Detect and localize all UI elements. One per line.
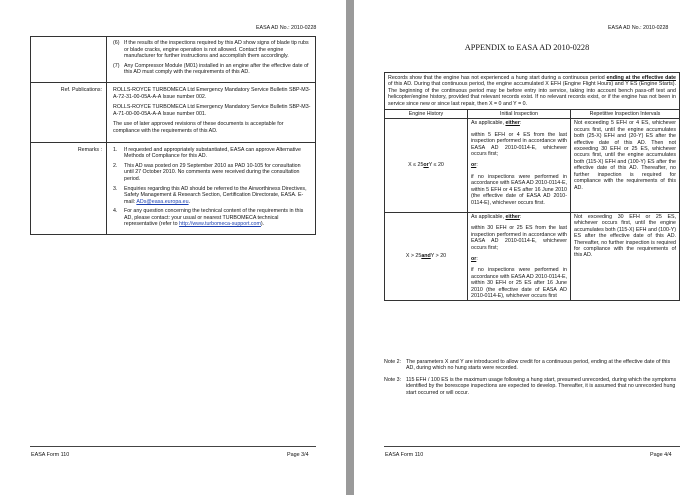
notes bbox=[384, 359, 680, 401]
paragraph: The use of later approved revisions of these documents is acceptable for compliance with the requirements of this AD. bbox=[113, 121, 284, 134]
table-row bbox=[31, 37, 315, 83]
repetitive-interval-cell: Not exceeding 5 EFH or 4 ES, whichever occurs first, until the engine accumulates both (25-X) EFH and (20-Y) ES after the effective date of this AD. Then not exceeding 30 EFH or 25 ES, whichever occurs first, until the engine accumulates both (115-X) EFH and (100-Y) ES after the effective date of this AD. Thereafter, no further inspection is required for compliance with the requirements of this AD. bbox=[574, 120, 676, 191]
appendix-title: APPENDIX to EASA AD 2010-0228 bbox=[464, 43, 590, 52]
table-header bbox=[385, 110, 679, 119]
list-item: 3. Enquiries regarding this AD should be referred to the Airworthiness Directives, Safety Management & Research Section, Certification Directorate, EASA. E-mail: ADs@easa.europa.eu. bbox=[113, 185, 307, 205]
paragraph: ROLLS-ROYCE TURBOMECA Ltd Emergency Mandatory Service Bulletin SBP-M3-A-71-00-00-05A-A-A Issue number 001. bbox=[113, 104, 311, 117]
page-4 bbox=[354, 0, 700, 495]
footer-divider bbox=[384, 446, 680, 447]
note-item: Note 3: 115 EFH / 100 ES is the maximum usage following a hung start, presumed unrecorded, during which the symptoms identified by the borescope inspections are expected to develop. Thereafter, it is assumed that no unrecorded hung start occurred or will occur. bbox=[384, 376, 677, 396]
footer-page-number: Page 3/4 bbox=[287, 452, 309, 458]
footer-form: EASA Form 110 bbox=[31, 452, 70, 458]
email-link[interactable]: ADs@easa.europa.eu bbox=[136, 198, 189, 205]
col-initial-inspection: Initial Inspection bbox=[468, 110, 571, 118]
page-3 bbox=[0, 0, 346, 495]
initial-inspection-cell: As applicable, either: within 5 EFH or 4 ES from the last inspection performed in accordance with EASA AD 2010-0114-E, whichever occurs first; or: if no inspections were performed in accordance with EASA AD 2010-0114-E, within 5 EFH or 4 ES after 16 June 2010 (the effective date of EASA AD 2010-0114-E), whichever occurs first. bbox=[468, 119, 571, 211]
initial-inspection-cell: As applicable, either: within 30 EFH or 25 ES from the last inspection performed in accordance with EASA AD 2010-0114-E, whichever occurs first; or: if no inspections were performed in accordance with EASA AD 2010-0114-E, within 30 EFH or 25 ES after 16 June 2010 (the effective date of EASA AD 2010-0114-E), whichever occurs first bbox=[468, 213, 571, 300]
engine-history-cell: X > 25 and Y > 20 bbox=[385, 213, 468, 300]
footer-form: EASA Form 110 bbox=[385, 452, 424, 458]
website-link[interactable]: http://www.turbomeca-support.com bbox=[179, 221, 261, 228]
appendix-table bbox=[384, 72, 680, 301]
header-ad-number: EASA AD No.: 2010-0228 bbox=[256, 25, 317, 31]
list-item: 1. If requested and appropriately substantiated, EASA can approve Alternative Methods of Compliance for this AD. bbox=[113, 146, 301, 160]
table-row bbox=[31, 143, 315, 235]
ref-publications-label: Ref. Publications: bbox=[31, 83, 107, 142]
engine-history-cell: X ≤ 25 or Y ≤ 20 bbox=[385, 119, 468, 211]
note-item: Note 2: The parameters X and Y are introduced to allow credit for a continuous period, ending at the effective date of this AD, during which no hung starts were recorded. bbox=[384, 359, 671, 372]
list-item: (6) If the results of the inspections required by this AD show signs of blade tip rubs or blade cracks, engine operation is not allowed. Contact the engine manufacturer for further instructions and accomplish them accordingly. bbox=[113, 40, 309, 60]
list-item: 4. For any question concerning the technical content of the requirements in this AD, please contact: your usual or nearest TURBOMECA technical representative (refer to http://www.turbomeca-support.com). bbox=[113, 208, 304, 228]
col-repetitive-intervals: Repetitive Inspection Intervals bbox=[589, 111, 661, 118]
paragraph: ROLLS-ROYCE TURBOMECA Ltd Emergency Mandatory Service Bulletin SBP-M3-A-72-31-00-05A-A-A Issue number 002. bbox=[113, 86, 311, 100]
list-item: 2. This AD was posted on 29 September 2010 as PAD 10-105 for consultation until 27 October 2010. No comments were received during the consultation period. bbox=[113, 162, 301, 182]
table-row bbox=[31, 83, 315, 143]
list-item: (7) Any Compressor Module (M01) installed in an engine after the effective date of this AD must comply with the requirements of this AD. bbox=[113, 62, 309, 76]
header-ad-number: EASA AD No.: 2010-0228 bbox=[608, 25, 669, 31]
row-label bbox=[31, 37, 107, 82]
col-engine-history: Engine History bbox=[385, 110, 468, 118]
footer-page-number: Page 4/4 bbox=[650, 452, 672, 458]
intro-paragraph: Records show that the engine has not experienced a hung start during a continuous period ending at the effective date of this AD. During that continuous period, the engine accumulated X EFH (Engine Flight Hours) and Y ES (Engine Starts). The beginning of the continuous period may be before entry into service, taking into account bench pass-off test and helicopter/engine history, provided that relevant records exist. If no relevant records exist, or if the engine has not been in service since new or since last repair, then X = 0 and Y = 0. bbox=[385, 73, 679, 110]
repetitive-interval-cell: Not exceeding 30 EFH or 25 ES, whichever occurs first, until the engine accumulates both (115-X) EFH and (100-Y) ES after the effective date of this AD. Thereafter, no further inspection is required for compliance with the requirements of this AD. bbox=[574, 213, 676, 259]
table-row bbox=[385, 119, 679, 212]
footer-divider bbox=[30, 446, 316, 447]
ad-table bbox=[30, 36, 316, 235]
remarks-label: Remarks : bbox=[31, 143, 107, 235]
table-row bbox=[385, 213, 679, 300]
